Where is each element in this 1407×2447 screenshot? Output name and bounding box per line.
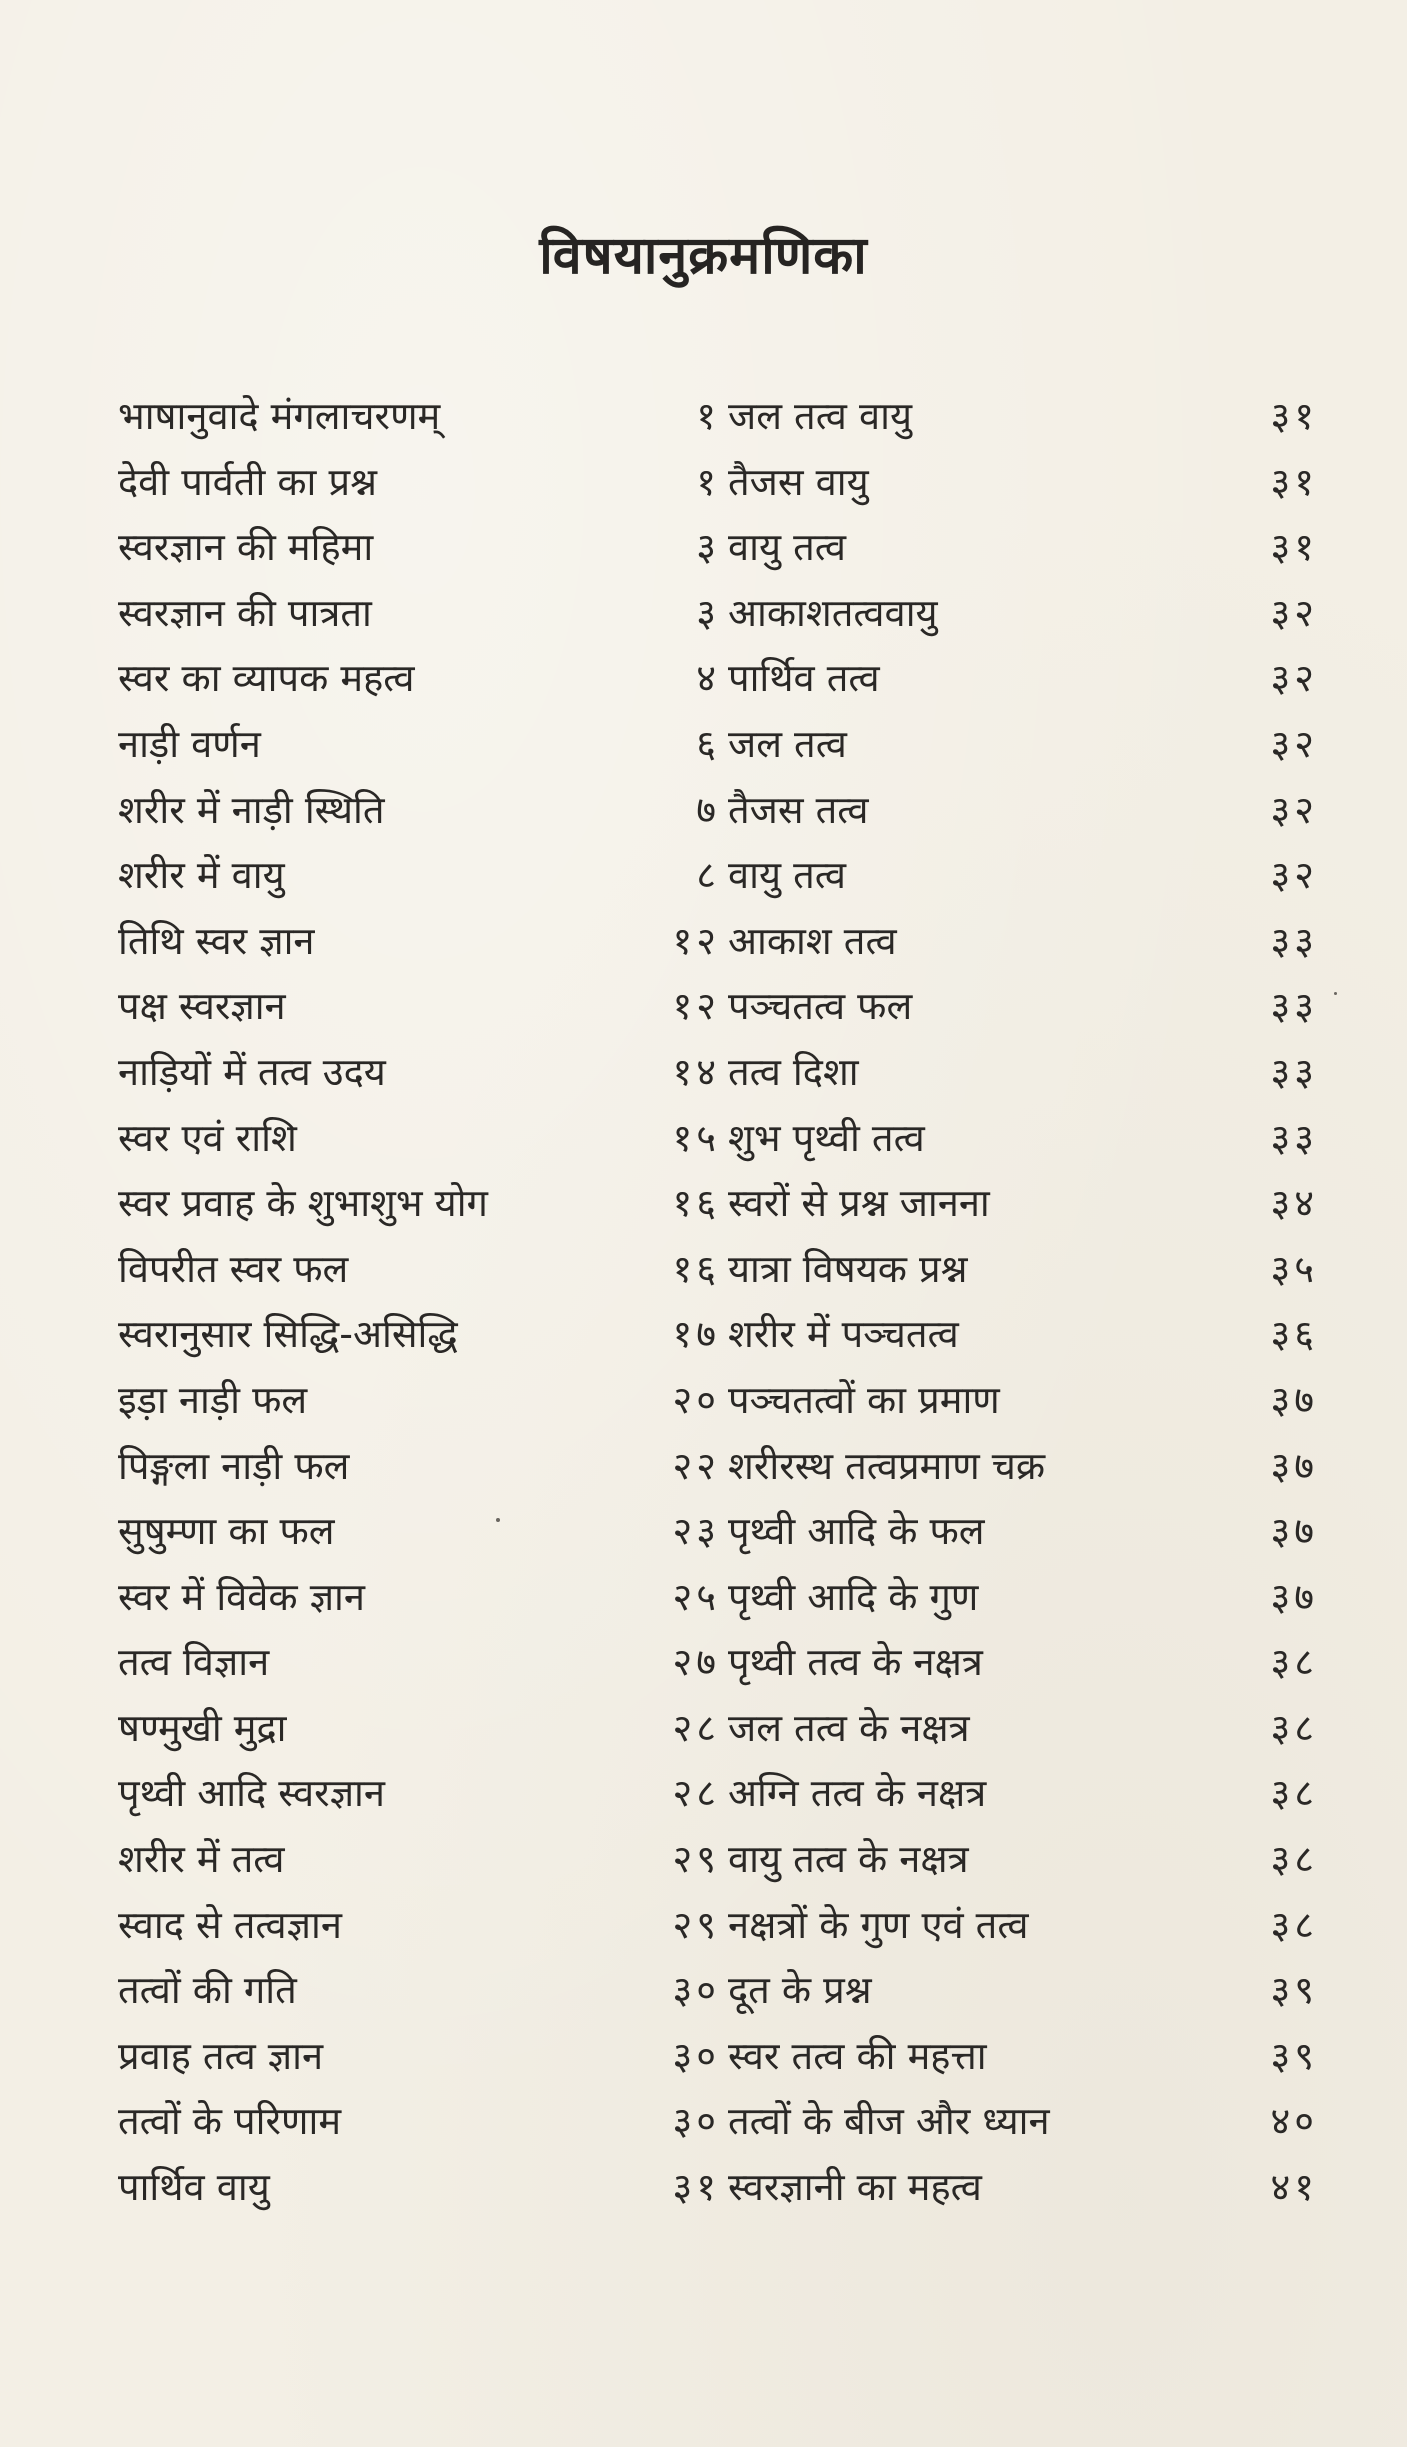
toc-entry-left xyxy=(118,1835,720,1901)
toc-entry-label: तत्वों के परिणाम xyxy=(118,2099,342,2144)
toc-entry-label: पृथ्वी आदि के फल xyxy=(728,1509,985,1554)
toc-entry-page-number: ३८ xyxy=(1270,1837,1318,1882)
toc-entry-right xyxy=(728,458,1318,524)
toc-entry-left xyxy=(118,1376,720,1442)
toc-entry-label: पक्ष स्वरज्ञान xyxy=(118,984,286,1029)
toc-entry-left xyxy=(118,1048,720,1114)
toc-entry-label: पृथ्वी तत्व के नक्षत्र xyxy=(728,1640,983,1685)
toc-entry-right xyxy=(728,392,1318,458)
toc-entry-left xyxy=(118,1769,720,1835)
toc-entry-page-number: ३४ xyxy=(1270,1181,1318,1226)
toc-entry-left xyxy=(118,1901,720,1967)
toc-entry-right xyxy=(728,523,1318,589)
toc-entry-right xyxy=(728,786,1318,852)
toc-entry-right xyxy=(728,2163,1318,2229)
toc-entry-label: भाषानुवादे मंगलाचरणम् xyxy=(118,394,441,438)
toc-entry-label: आकाशतत्ववायु xyxy=(728,590,938,635)
toc-entry-label: जल तत्व के नक्षत्र xyxy=(728,1705,970,1750)
toc-entry-left xyxy=(118,1442,720,1508)
toc-entry-label: पार्थिव वायु xyxy=(118,2165,270,2210)
toc-entry-right xyxy=(728,720,1318,786)
toc-entry-label: नाड़ियों में तत्व उदय xyxy=(118,1049,386,1094)
toc-entry-page-number: ३७ xyxy=(1270,1574,1318,1619)
toc-entry-left xyxy=(118,1704,720,1770)
toc-entry-right xyxy=(728,654,1318,720)
toc-entry-label: प्रवाह तत्व ज्ञान xyxy=(118,2033,324,2078)
toc-entry-right xyxy=(728,1245,1318,1311)
toc-entry-page-number: ३० xyxy=(672,2033,720,2078)
toc-entry-page-number: ३३ xyxy=(1270,1049,1318,1094)
toc-entry-right xyxy=(728,1769,1318,1835)
toc-entry-right xyxy=(728,851,1318,917)
toc-entry-page-number: ३८ xyxy=(1270,1902,1318,1947)
toc-entry-page-number: ४ xyxy=(696,656,720,701)
toc-entry-left xyxy=(118,1638,720,1704)
toc-entry-page-number: २० xyxy=(672,1377,720,1422)
toc-entry-page-number: ३२ xyxy=(1270,656,1318,701)
toc-entry-right xyxy=(728,1442,1318,1508)
toc-entry-page-number: १७ xyxy=(672,1312,720,1357)
toc-entry-label: पिङ्गला नाड़ी फल xyxy=(118,1443,350,1488)
toc-entry-left xyxy=(118,458,720,524)
toc-entry-label: शरीर में तत्व xyxy=(118,1837,285,1882)
toc-entry-page-number: ६ xyxy=(696,721,720,766)
toc-entry-left xyxy=(118,2163,720,2229)
toc-entry-label: वायु तत्व के नक्षत्र xyxy=(728,1837,969,1882)
toc-entry-label: तत्वों की गति xyxy=(118,1968,297,2013)
toc-entry-label: तैजस वायु xyxy=(728,459,869,504)
toc-entry-label: शरीर में पञ्चतत्व xyxy=(728,1312,959,1357)
toc-entry-page-number: २३ xyxy=(672,1509,720,1554)
speck-mark xyxy=(496,1518,500,1522)
toc-entry-label: सुषुम्णा का फल xyxy=(118,1509,335,1554)
toc-entry-page-number: १४ xyxy=(672,1049,720,1094)
toc-entry-page-number: ३२ xyxy=(1270,721,1318,766)
toc-entry-page-number: ३० xyxy=(672,1968,720,2013)
toc-entry-page-number: २२ xyxy=(672,1443,720,1488)
toc-entry-label: तत्व विज्ञान xyxy=(118,1640,270,1685)
toc-entry-label: स्वर एवं राशि xyxy=(118,1115,297,1160)
toc-entry-label: पार्थिव तत्व xyxy=(728,656,880,701)
toc-entry-right xyxy=(728,1114,1318,1180)
toc-entry-left xyxy=(118,523,720,589)
toc-entry-right xyxy=(728,1966,1318,2032)
toc-entry-label: स्वरज्ञान की पात्रता xyxy=(118,590,372,635)
toc-entry-page-number: ३१ xyxy=(1270,394,1318,438)
toc-entry-page-number: ३८ xyxy=(1270,1705,1318,1750)
toc-entry-right xyxy=(728,1507,1318,1573)
toc-entry-label: वायु तत्व xyxy=(728,853,846,898)
toc-entry-page-number: १६ xyxy=(672,1246,720,1291)
toc-entry-right xyxy=(728,1704,1318,1770)
toc-entry-right xyxy=(728,982,1318,1048)
toc-entry-right xyxy=(728,1179,1318,1245)
toc-entry-page-number: ३१ xyxy=(1270,525,1318,570)
toc-entry-label: अग्नि तत्व के नक्षत्र xyxy=(728,1771,987,1816)
toc-entry-page-number: ३२ xyxy=(1270,590,1318,635)
toc-entry-label: दूत के प्रश्न xyxy=(728,1968,872,2013)
toc-entry-label: नक्षत्रों के गुण एवं तत्व xyxy=(728,1902,1029,1947)
toc-entry-left xyxy=(118,1573,720,1639)
toc-entry-right xyxy=(728,1376,1318,1442)
toc-entry-page-number: ३७ xyxy=(1270,1377,1318,1422)
toc-entry-label: पृथ्वी आदि स्वरज्ञान xyxy=(118,1771,385,1816)
toc-entry-page-number: ३७ xyxy=(1270,1443,1318,1488)
toc-entry-page-number: १२ xyxy=(672,984,720,1029)
toc-entry-page-number: ३८ xyxy=(1270,1640,1318,1685)
toc-entry-right xyxy=(728,589,1318,655)
toc-entry-left xyxy=(118,654,720,720)
toc-entry-page-number: २८ xyxy=(672,1771,720,1816)
toc-entry-page-number: ३९ xyxy=(1270,1968,1318,2013)
toc-entry-right xyxy=(728,917,1318,983)
toc-entry-page-number: ३७ xyxy=(1270,1509,1318,1554)
toc-entry-left xyxy=(118,720,720,786)
toc-entry-label: जल तत्व वायु xyxy=(728,394,912,438)
toc-entry-page-number: ३ xyxy=(696,590,720,635)
toc-entry-left xyxy=(118,392,720,458)
toc-entry-left xyxy=(118,2032,720,2098)
toc-right-column xyxy=(728,392,1318,2229)
toc-entry-label: तत्व दिशा xyxy=(728,1049,859,1094)
toc-entry-page-number: १ xyxy=(696,459,720,504)
toc-entry-page-number: ७ xyxy=(696,787,720,832)
toc-entry-label: तैजस तत्व xyxy=(728,787,869,832)
toc-entry-page-number: २५ xyxy=(672,1574,720,1619)
toc-entry-label: आकाश तत्व xyxy=(728,918,897,963)
toc-entry-left xyxy=(118,1179,720,1245)
toc-entry-page-number: ३९ xyxy=(1270,2033,1318,2078)
toc-entry-label: शरीरस्थ तत्वप्रमाण चक्र xyxy=(728,1443,1046,1488)
toc-entry-right xyxy=(728,2032,1318,2098)
toc-entry-right xyxy=(728,1310,1318,1376)
toc-entry-label: स्वरों से प्रश्न जानना xyxy=(728,1181,990,1226)
toc-entry-label: शरीर में नाड़ी स्थिति xyxy=(118,787,385,832)
toc-entry-label: स्वरज्ञानी का महत्व xyxy=(728,2165,982,2210)
toc-entry-page-number: ३८ xyxy=(1270,1771,1318,1816)
toc-entry-left xyxy=(118,917,720,983)
toc-entry-label: षण्मुखी मुद्रा xyxy=(118,1705,287,1750)
toc-entry-page-number: १२ xyxy=(672,918,720,963)
toc-entry-label: नाड़ी वर्णन xyxy=(118,721,261,766)
toc-entry-left xyxy=(118,1245,720,1311)
toc-entry-label: शुभ पृथ्वी तत्व xyxy=(728,1115,925,1160)
toc-entry-label: तिथि स्वर ज्ञान xyxy=(118,918,315,963)
toc-entry-label: पृथ्वी आदि के गुण xyxy=(728,1574,979,1619)
toc-entry-label: स्वर में विवेक ज्ञान xyxy=(118,1574,365,1619)
toc-entry-label: यात्रा विषयक प्रश्न xyxy=(728,1246,968,1291)
toc-entry-page-number: ३३ xyxy=(1270,984,1318,1029)
toc-entry-page-number: १ xyxy=(696,394,720,438)
toc-entry-label: पञ्चतत्व फल xyxy=(728,984,913,1029)
toc-entry-label: स्वर प्रवाह के शुभाशुभ योग xyxy=(118,1181,488,1226)
toc-entry-label: स्वर तत्व की महत्ता xyxy=(728,2033,987,2078)
toc-entry-label: पञ्चतत्वों का प्रमाण xyxy=(728,1377,1000,1422)
toc-entry-left xyxy=(118,1114,720,1180)
toc-entry-page-number: २८ xyxy=(672,1705,720,1750)
toc-entry-label: स्वरज्ञान की महिमा xyxy=(118,525,374,570)
toc-entry-page-number: ३१ xyxy=(1270,459,1318,504)
toc-entry-label: विपरीत स्वर फल xyxy=(118,1246,349,1291)
toc-entry-page-number: २७ xyxy=(672,1640,720,1685)
toc-entry-left xyxy=(118,982,720,1048)
toc-entry-left xyxy=(118,786,720,852)
toc-entry-page-number: २९ xyxy=(672,1837,720,1882)
toc-entry-page-number: १५ xyxy=(672,1115,720,1160)
toc-entry-label: देवी पार्वती का प्रश्न xyxy=(118,459,377,504)
toc-entry-left xyxy=(118,851,720,917)
toc-entry-page-number: ३२ xyxy=(1270,787,1318,832)
toc-entry-label: शरीर में वायु xyxy=(118,853,285,898)
toc-entry-page-number: ३ xyxy=(696,525,720,570)
toc-entry-right xyxy=(728,2097,1318,2163)
toc-entry-right xyxy=(728,1901,1318,1967)
toc-entry-page-number: ४० xyxy=(1270,2099,1318,2144)
toc-entry-page-number: ३३ xyxy=(1270,1115,1318,1160)
toc-left-column xyxy=(118,392,720,2229)
toc-entry-left xyxy=(118,589,720,655)
toc-entry-label: स्वाद से तत्वज्ञान xyxy=(118,1902,342,1947)
page-title: विषयानुक्रमणिका xyxy=(539,226,868,286)
toc-entry-left xyxy=(118,1310,720,1376)
toc-entry-page-number: ३२ xyxy=(1270,853,1318,898)
toc-entry-right xyxy=(728,1573,1318,1639)
toc-entry-page-number: ३० xyxy=(672,2099,720,2144)
toc-entry-page-number: ३५ xyxy=(1270,1246,1318,1291)
toc-entry-label: स्वर का व्यापक महत्व xyxy=(118,656,415,701)
toc-entry-left xyxy=(118,1507,720,1573)
toc-entry-page-number: २९ xyxy=(672,1902,720,1947)
toc-entry-right xyxy=(728,1638,1318,1704)
toc-entry-left xyxy=(118,2097,720,2163)
toc-entry-right xyxy=(728,1048,1318,1114)
toc-entry-page-number: ८ xyxy=(696,853,720,898)
toc-entry-page-number: ४१ xyxy=(1270,2165,1318,2210)
toc-entry-page-number: ३१ xyxy=(672,2165,720,2210)
toc-entry-left xyxy=(118,1966,720,2032)
toc-entry-label: इड़ा नाड़ी फल xyxy=(118,1377,308,1422)
speck-mark xyxy=(1334,992,1337,995)
toc-entry-label: स्वरानुसार सिद्धि-असिद्धि xyxy=(118,1312,458,1357)
toc-entry-label: जल तत्व xyxy=(728,721,847,766)
toc-entry-label: वायु तत्व xyxy=(728,525,846,570)
toc-entry-page-number: १६ xyxy=(672,1181,720,1226)
toc-entry-right xyxy=(728,1835,1318,1901)
toc-entry-page-number: ३६ xyxy=(1270,1312,1318,1357)
toc-entry-label: तत्वों के बीज और ध्यान xyxy=(728,2099,1050,2144)
toc-entry-page-number: ३३ xyxy=(1270,918,1318,963)
